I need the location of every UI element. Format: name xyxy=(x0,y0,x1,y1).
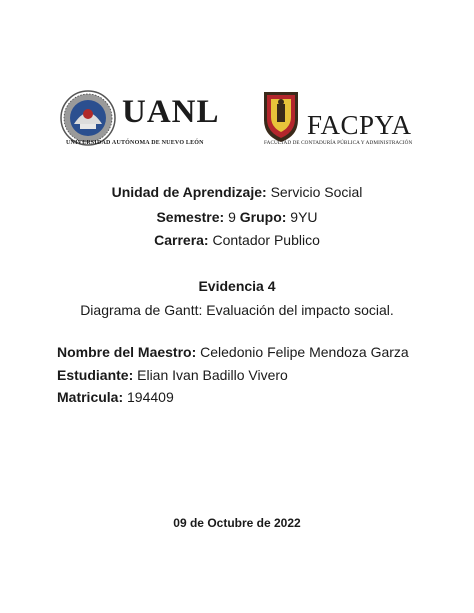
facpya-subtitle: FACULTAD DE CONTADURÍA PÚBLICA Y ADMINISTRACIÓN xyxy=(264,140,413,146)
matricula-value: 194409 xyxy=(127,389,174,405)
unidad-label: Unidad de Aprendizaje: xyxy=(111,184,267,200)
maestro-label: Nombre del Maestro: xyxy=(57,344,197,360)
carrera-line xyxy=(0,233,474,247)
evidence-title: Evidencia 4 xyxy=(198,278,276,294)
uanl-logo xyxy=(58,90,228,150)
unidad-value: Servicio Social xyxy=(270,184,363,200)
matricula-label: Matricula: xyxy=(57,389,124,405)
grupo-label: Grupo: xyxy=(239,209,287,225)
estudiante-value: Elian Ivan Badillo Vivero xyxy=(137,367,288,383)
facpya-wordmark: FACPYA xyxy=(307,110,412,140)
matricula-line xyxy=(57,390,174,404)
evidence-title-line xyxy=(0,279,474,293)
estudiante-label: Estudiante: xyxy=(57,367,134,383)
facpya-shield-icon xyxy=(262,90,300,144)
semestre-value: 9 xyxy=(228,209,236,225)
uanl-wordmark: UANL xyxy=(122,94,220,130)
facpya-logo xyxy=(262,90,422,150)
semestre-label: Semestre: xyxy=(156,209,225,225)
maestro-line xyxy=(57,345,409,359)
evidence-description: Diagrama de Gantt: Evaluación del impacto social. xyxy=(80,302,394,318)
document-date: 09 de Octubre de 2022 xyxy=(173,516,301,530)
maestro-value: Celedonio Felipe Mendoza Garza xyxy=(200,344,409,360)
estudiante-line xyxy=(57,368,288,382)
semestre-grupo-line xyxy=(0,210,474,224)
uanl-subtitle: UNIVERSIDAD AUTÓNOMA DE NUEVO LEÓN xyxy=(66,140,204,146)
grupo-value: 9YU xyxy=(290,209,318,225)
carrera-label: Carrera: xyxy=(154,232,209,248)
carrera-value: Contador Publico xyxy=(212,232,320,248)
unidad-line xyxy=(0,185,474,199)
